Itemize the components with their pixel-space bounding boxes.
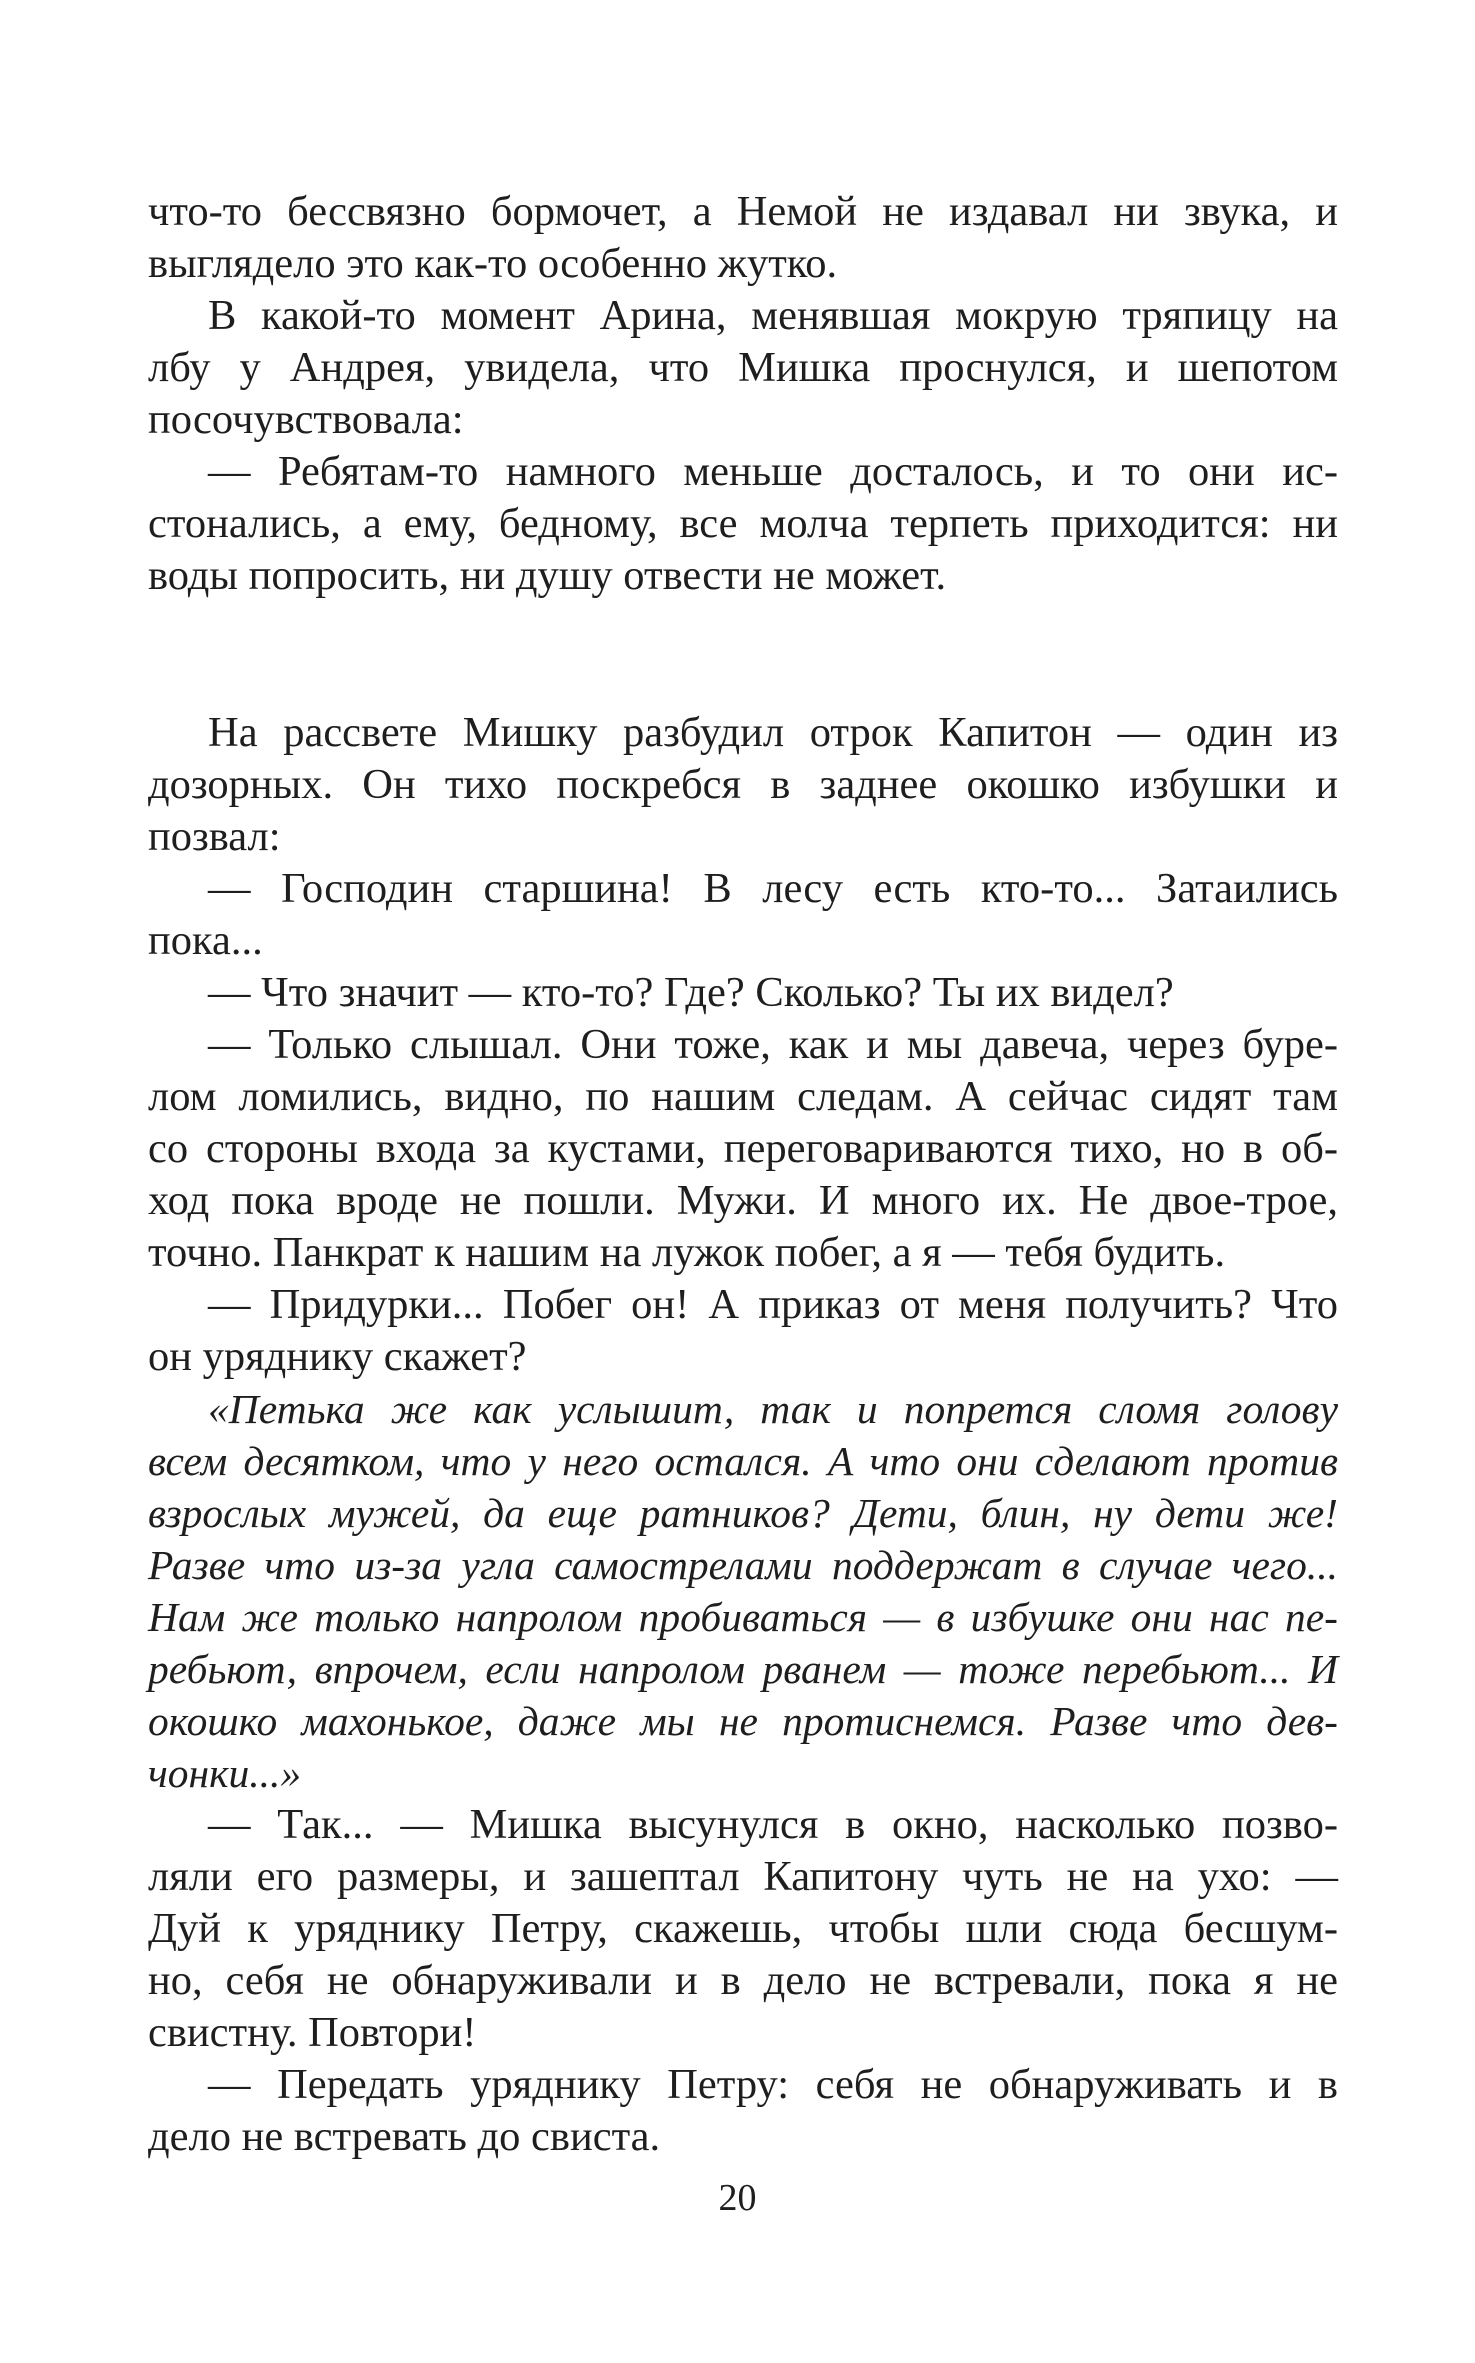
text-line: стонались, а ему, бедному, все молча терпеть приходится: ни — [148, 500, 1338, 547]
italic-text-line: взрослых мужей, да еще ратников? Дети, блин, ну дети же! — [148, 1490, 1338, 1536]
text-line: свистну. Повтори! — [148, 2009, 477, 2056]
italic-text-line: чонки...» — [148, 1750, 302, 1796]
italic-text-line: ребьют, впрочем, если напролом рванем — тоже перебьют... И — [148, 1646, 1338, 1692]
text-line: дозорных. Он тихо поскребся в заднее окошко избушки и — [148, 761, 1338, 808]
text-line: он уряднику скажет? — [148, 1333, 527, 1380]
italic-text-line: Нам же только напролом пробиваться — в избушке они нас пе- — [148, 1594, 1338, 1640]
text-line: — Передать уряднику Петру: себя не обнаруживать и в — [208, 2061, 1338, 2108]
text-line: — Что значит — кто-то? Где? Сколько? Ты их видел? — [208, 969, 1174, 1016]
text-line: ляли его размеры, и зашептал Капитону чуть не на ухо: — — [148, 1853, 1338, 1900]
text-line: ход пока вроде не пошли. Мужи. И много их. Не двое-трое, — [148, 1177, 1338, 1224]
text-line: — Так... — Мишка высунулся в окно, насколько позво- — [208, 1801, 1338, 1848]
text-line: дело не встревать до свиста. — [148, 2113, 661, 2160]
text-line: — Только слышал. Они тоже, как и мы давеча, через буре- — [208, 1021, 1338, 1068]
text-line: — Господин старшина! В лесу есть кто-то... Затаились — [208, 865, 1338, 912]
text-line: посочувствовала: — [148, 396, 464, 443]
text-line: — Придурки... Побег он! А приказ от меня получить? Что — [208, 1281, 1338, 1328]
italic-text-line: всем десятком, что у него остался. А что они сделают против — [148, 1438, 1338, 1484]
text-line: воды попросить, ни душу отвести не может. — [148, 552, 947, 599]
text-line: пока... — [148, 917, 263, 964]
text-line: Дуй к уряднику Петру, скажешь, чтобы шли сюда бесшум- — [148, 1905, 1338, 1952]
text-line: — Ребятам-то намного меньше досталось, и то они ис- — [208, 448, 1338, 495]
text-line: позвал: — [148, 813, 281, 860]
text-line: но, себя не обнаруживали и в дело не встревали, пока я не — [148, 1957, 1338, 2004]
italic-text-line: Разве что из-за угла самострелами поддержат в случае чего... — [148, 1542, 1338, 1588]
text-line: лом ломились, видно, по нашим следам. А сейчас сидят там — [148, 1073, 1338, 1120]
italic-text-line: «Петька же как услышит, так и попрется сломя голову — [208, 1386, 1338, 1432]
page-number: 20 — [718, 2177, 757, 2219]
text-line: В какой-то момент Арина, менявшая мокрую тряпицу на — [208, 292, 1338, 339]
italic-text-line: окошко махонькое, даже мы не протиснемся. Разве что дев- — [148, 1698, 1338, 1744]
text-line: что-то бессвязно бормочет, а Немой не издавал ни звука, и — [148, 188, 1338, 235]
text-line: со стороны входа за кустами, переговариваются тихо, но в об- — [148, 1125, 1338, 1172]
text-line: лбу у Андрея, увидела, что Мишка проснулся, и шепотом — [148, 344, 1338, 391]
text-line: выглядело это как-то особенно жутко. — [148, 240, 838, 287]
text-line: точно. Панкрат к нашим на лужок побег, а я — тебя будить. — [148, 1229, 1226, 1276]
text-line: На рассвете Мишку разбудил отрок Капитон — один из — [208, 709, 1338, 756]
